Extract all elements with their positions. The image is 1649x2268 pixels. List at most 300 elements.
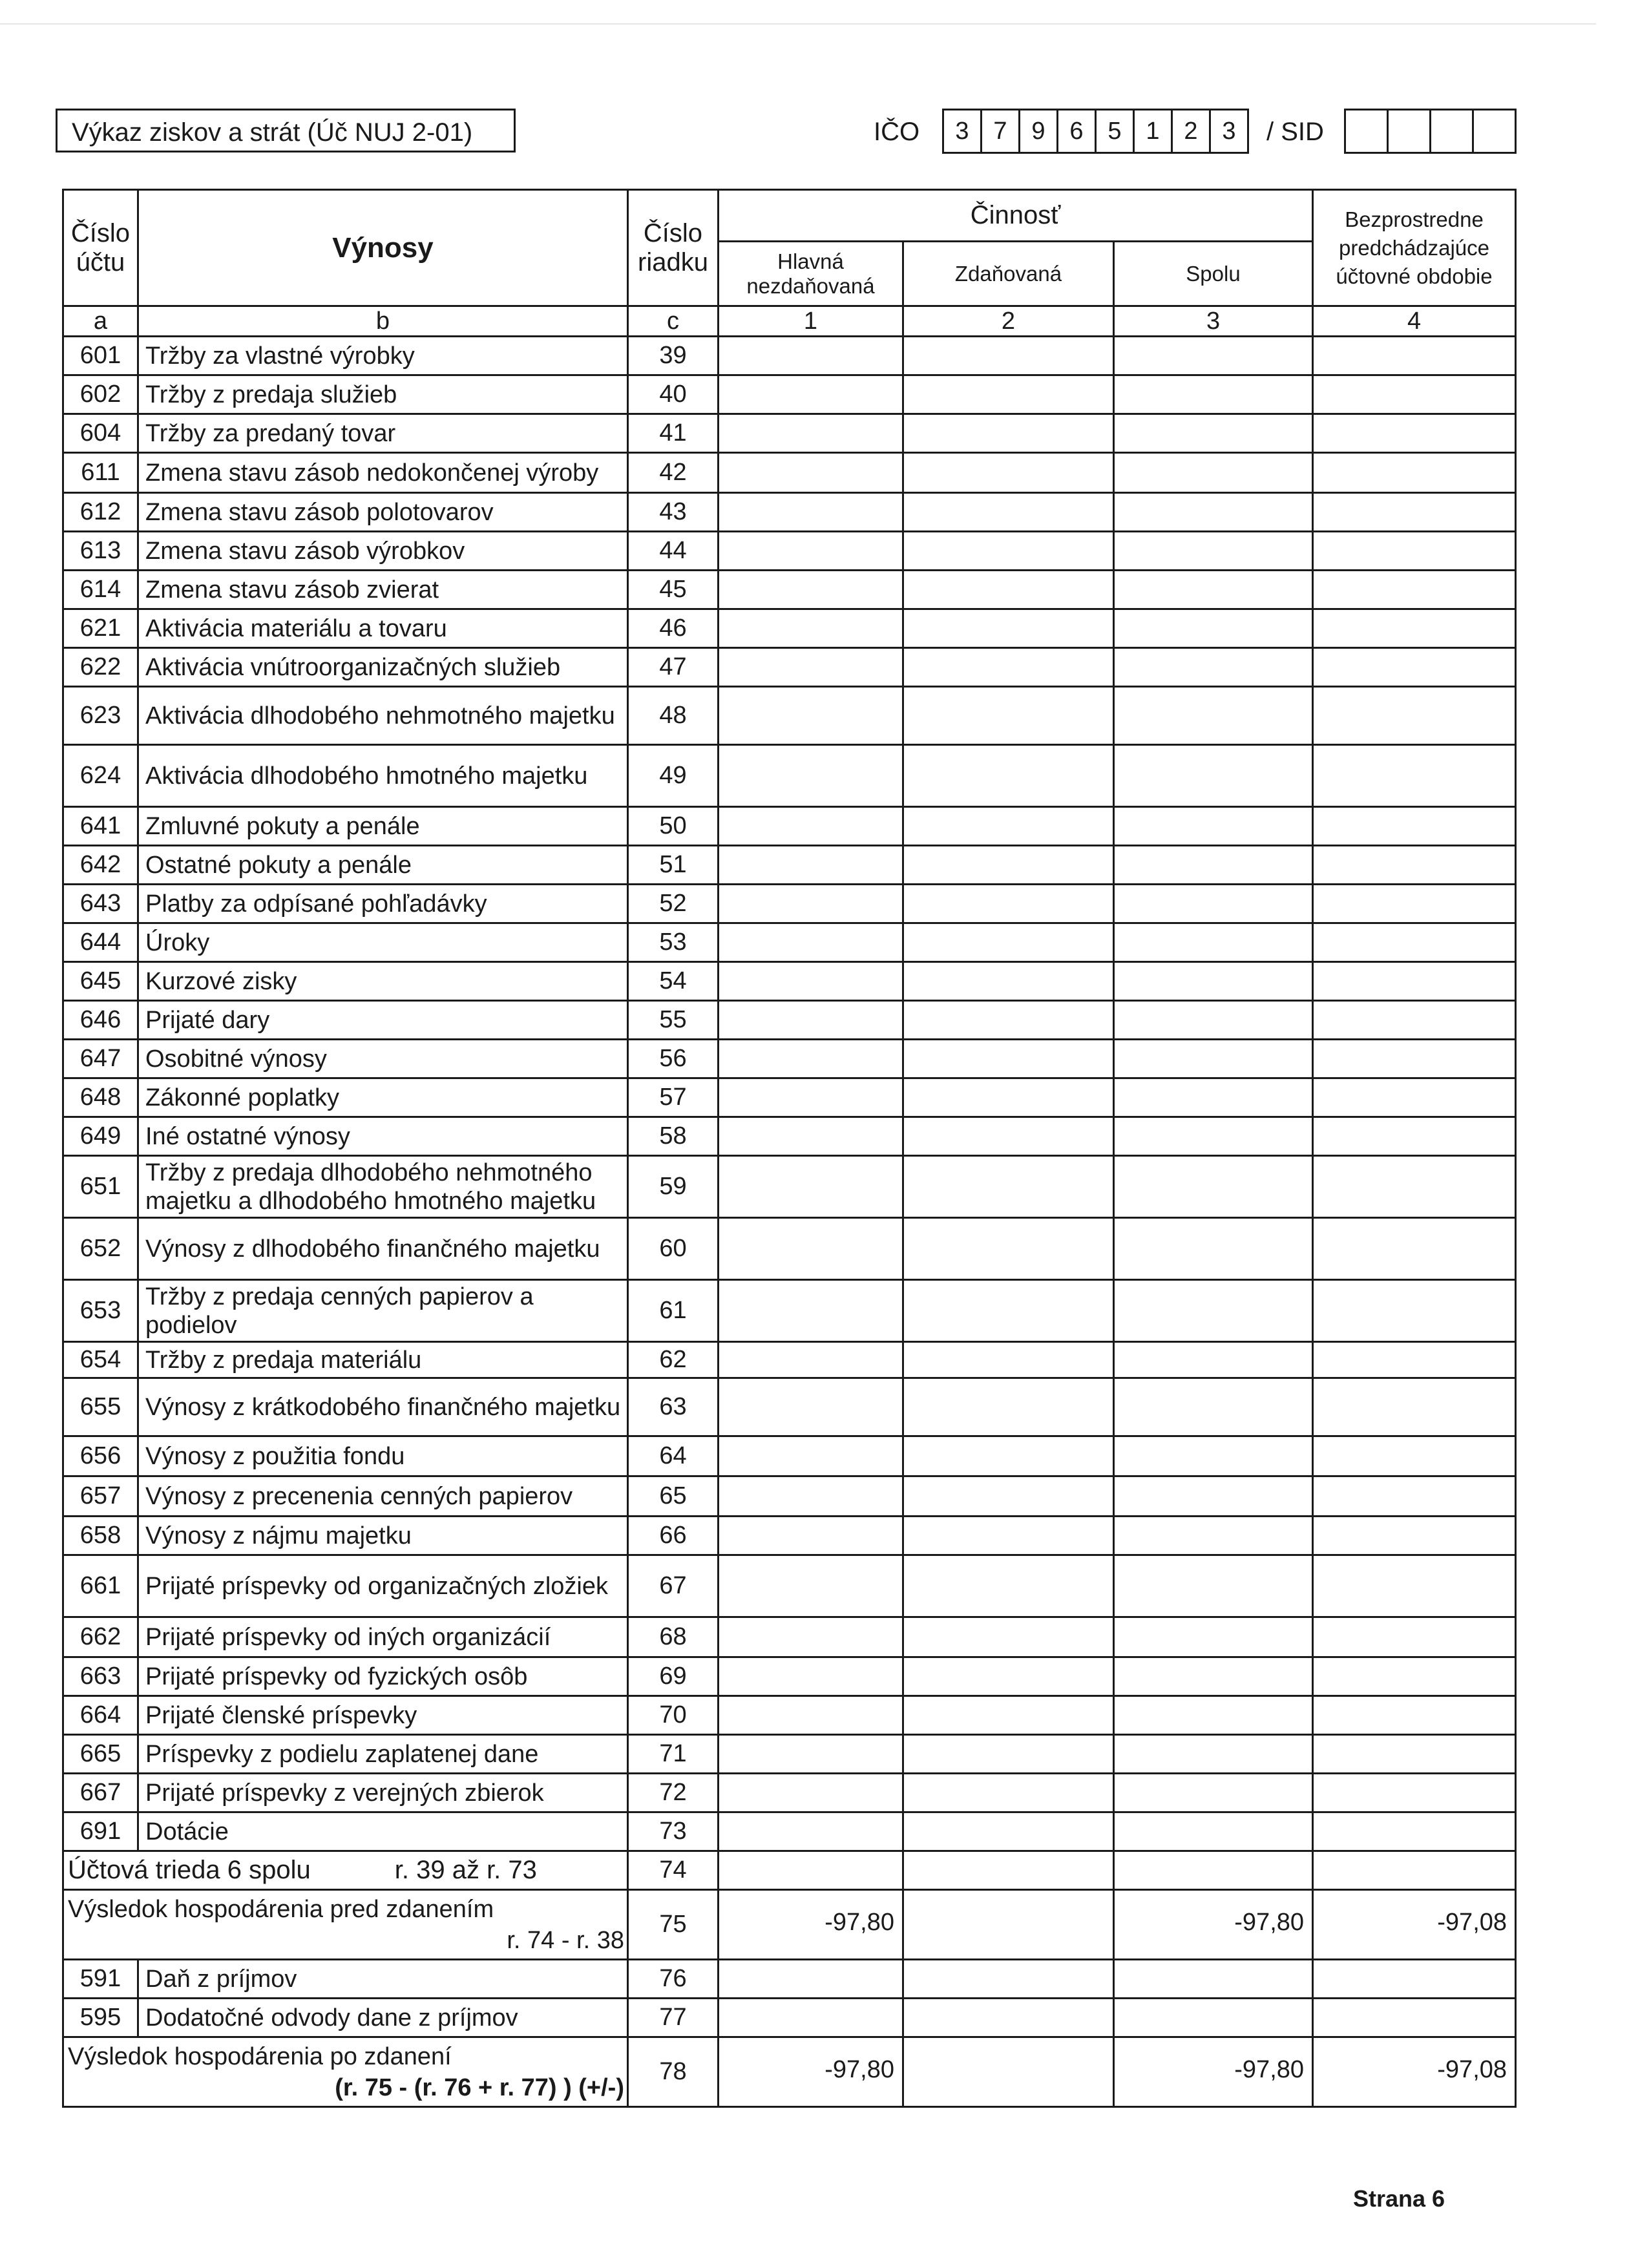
value-main[interactable]: -97,80 [719,2037,903,2107]
table-row [63,414,1516,453]
class6-label-cell [63,1851,628,1890]
value-prev[interactable] [1313,532,1516,571]
idx-cell: 1 [719,306,903,337]
value-total[interactable] [1114,1657,1313,1696]
row-number: 44 [628,532,719,571]
value-prev[interactable] [1313,885,1516,923]
sid-label: / SID [1266,118,1324,146]
account-number: 612 [63,493,138,532]
value-prev[interactable] [1313,414,1516,453]
value-main[interactable] [719,1117,903,1156]
value-main[interactable] [719,1960,903,1999]
class6-range: r. 39 až r. 73 [394,1856,537,1884]
value-main[interactable] [719,493,903,532]
value-taxed[interactable] [903,1280,1114,1342]
account-number: 645 [63,962,138,1001]
value-main[interactable] [719,1001,903,1040]
col-group-header: Činnosť [719,190,1313,242]
table-row [63,1378,1516,1436]
value-main[interactable]: -97,80 [719,1890,903,1960]
account-name: Aktivácia dlhodobého nehmotného majetku [138,687,628,745]
value-taxed[interactable] [903,846,1114,885]
account-number: 663 [63,1657,138,1696]
ico-boxes [942,109,1249,154]
value-prev[interactable] [1313,1117,1516,1156]
result-after-tax-row [63,2037,1516,2107]
value-total[interactable] [1114,337,1313,375]
account-number: 602 [63,375,138,414]
account-name: Daň z príjmov [138,1960,628,1999]
value-taxed[interactable] [903,1696,1114,1735]
value-total[interactable] [1114,493,1313,532]
account-number: 604 [63,414,138,453]
account-name: Prijaté príspevky od iných organizácií [138,1617,628,1657]
value-prev[interactable] [1313,923,1516,962]
value-prev[interactable] [1313,1555,1516,1617]
table-row [63,1117,1516,1156]
table-row [63,1555,1516,1617]
value-taxed[interactable] [903,609,1114,648]
value-taxed[interactable] [903,1812,1114,1851]
value-taxed[interactable] [903,1890,1114,1960]
value-total[interactable] [1114,885,1313,923]
account-name: Tržby z predaja cenných papierov a podielov [138,1280,628,1342]
value-prev[interactable] [1313,1999,1516,2037]
value-taxed[interactable] [903,648,1114,687]
value-total[interactable] [1114,1735,1313,1774]
value-main[interactable] [719,962,903,1001]
value-total[interactable]: -97,80 [1114,1890,1313,1960]
value-main[interactable] [719,1156,903,1218]
account-name: Výnosy z krátkodobého finančného majetku [138,1378,628,1436]
value-total[interactable] [1114,846,1313,885]
value-main[interactable] [719,923,903,962]
account-number: 622 [63,648,138,687]
value-total[interactable] [1114,1001,1313,1040]
income-table [62,189,1517,2108]
value-prev[interactable] [1313,1476,1516,1517]
account-name: Tržby za predaný tovar [138,414,628,453]
result-before-tax-row-label: Výsledok hospodárenia pred zdanením [68,1895,494,1923]
table-row [63,1001,1516,1040]
account-number: 664 [63,1696,138,1735]
account-number: 641 [63,807,138,846]
value-prev[interactable] [1313,1517,1516,1555]
value-main[interactable] [719,1218,903,1280]
value-taxed[interactable] [903,1517,1114,1555]
value-main[interactable] [719,1342,903,1378]
row-number: 64 [628,1436,719,1476]
account-number: 655 [63,1378,138,1436]
value-taxed[interactable] [903,337,1114,375]
sid-cell[interactable] [1389,110,1431,152]
value-total[interactable] [1114,1280,1313,1342]
account-number: 662 [63,1617,138,1657]
col-account-header: Číslo účtu [63,190,138,306]
idx-cell: b [138,306,628,337]
value-main[interactable] [719,414,903,453]
ico-digit[interactable]: 3 [944,110,982,152]
ico-digit[interactable]: 7 [982,110,1020,152]
value-prev[interactable] [1313,962,1516,1001]
ico-digit[interactable]: 6 [1058,110,1097,152]
value-main[interactable] [719,1851,903,1890]
value-prev[interactable] [1313,453,1516,493]
value-main[interactable] [719,1735,903,1774]
value-prev[interactable] [1313,1218,1516,1280]
value-prev[interactable] [1313,1001,1516,1040]
value-main[interactable] [719,532,903,571]
row-number: 61 [628,1280,719,1342]
account-number: 611 [63,453,138,493]
value-prev[interactable] [1313,807,1516,846]
class6-total-row [63,1851,1516,1890]
row-number: 42 [628,453,719,493]
table-row [63,337,1516,375]
index-row [63,306,1516,337]
table-row [63,1517,1516,1555]
table-row [63,1078,1516,1117]
value-total[interactable] [1114,609,1313,648]
value-prev[interactable] [1313,1696,1516,1735]
value-taxed[interactable] [903,745,1114,807]
value-total[interactable] [1114,1342,1313,1378]
value-main[interactable] [719,1774,903,1812]
class6-row-number: 74 [628,1851,719,1890]
value-total[interactable] [1114,1156,1313,1218]
value-main[interactable] [719,1999,903,2037]
value-total[interactable] [1114,1617,1313,1657]
value-main[interactable] [719,687,903,745]
value-main[interactable] [719,337,903,375]
account-number: 595 [63,1999,138,2037]
value-prev[interactable] [1313,1280,1516,1342]
account-name: Tržby z predaja služieb [138,375,628,414]
table-row [63,1040,1516,1078]
row-number: 52 [628,885,719,923]
row-number: 68 [628,1617,719,1657]
value-prev[interactable] [1313,1078,1516,1117]
table-row [63,1735,1516,1774]
idx-cell: 2 [903,306,1114,337]
account-number: 623 [63,687,138,745]
value-taxed[interactable] [903,1960,1114,1999]
account-number: 601 [63,337,138,375]
value-total[interactable] [1114,453,1313,493]
value-total[interactable] [1114,1555,1313,1617]
row-number: 57 [628,1078,719,1117]
ico-digit[interactable]: 1 [1135,110,1173,152]
row-number: 39 [628,337,719,375]
account-number: 613 [63,532,138,571]
value-taxed[interactable] [903,453,1114,493]
account-number: 661 [63,1555,138,1617]
value-total[interactable] [1114,1218,1313,1280]
value-total[interactable] [1114,1436,1313,1476]
account-name: Kurzové zisky [138,962,628,1001]
ico-digit[interactable]: 2 [1173,110,1211,152]
table-row [63,1774,1516,1812]
row-number: 58 [628,1117,719,1156]
value-prev[interactable] [1313,745,1516,807]
value-total[interactable] [1114,745,1313,807]
value-total[interactable] [1114,1696,1313,1735]
value-prev[interactable] [1313,571,1516,609]
value-taxed[interactable] [903,571,1114,609]
value-taxed[interactable] [903,1040,1114,1078]
row-number: 41 [628,414,719,453]
value-total[interactable] [1114,1117,1313,1156]
value-prev[interactable] [1313,648,1516,687]
value-taxed[interactable] [903,1999,1114,2037]
value-main[interactable] [719,1517,903,1555]
account-number: 651 [63,1156,138,1218]
value-prev[interactable]: -97,08 [1313,2037,1516,2107]
account-name: Tržby z predaja dlhodobého nehmotného majetku a dlhodobého hmotného majetku [138,1156,628,1218]
value-taxed[interactable] [903,1001,1114,1040]
account-name: Aktivácia vnútroorganizačných služieb [138,648,628,687]
value-total[interactable] [1114,1378,1313,1436]
value-main[interactable] [719,648,903,687]
value-taxed[interactable] [903,807,1114,846]
result-before-tax-row-formula: r. 74 - r. 38 [507,1926,624,1954]
value-main[interactable] [719,1812,903,1851]
value-prev[interactable] [1313,1812,1516,1851]
value-prev[interactable] [1313,1774,1516,1812]
value-total[interactable] [1114,1999,1313,2037]
value-taxed[interactable] [903,687,1114,745]
value-total[interactable] [1114,1517,1313,1555]
row-number: 49 [628,745,719,807]
col-prev-header: Bezprostredne predchádzajúce účtovné obdobie [1313,190,1516,306]
row-number: 76 [628,1960,719,1999]
value-taxed[interactable] [903,1342,1114,1378]
idx-cell: a [63,306,138,337]
account-name: Iné ostatné výnosy [138,1117,628,1156]
row-number: 71 [628,1735,719,1774]
value-total[interactable] [1114,1078,1313,1117]
account-name: Zmena stavu zásob výrobkov [138,532,628,571]
table-row [63,687,1516,745]
value-main[interactable] [719,1476,903,1517]
value-total[interactable] [1114,1774,1313,1812]
ico-digit[interactable]: 3 [1211,110,1249,152]
row-number: 54 [628,962,719,1001]
value-prev[interactable] [1313,1436,1516,1476]
account-number: 644 [63,923,138,962]
value-main[interactable] [719,375,903,414]
result-before-tax-row-row-number: 75 [628,1890,719,1960]
table-row [63,1436,1516,1476]
value-main[interactable] [719,1617,903,1657]
form-title: Výkaz ziskov a strát (Úč NUJ 2-01) [56,109,516,152]
account-name: Zmena stavu zásob polotovarov [138,493,628,532]
account-number: 658 [63,1517,138,1555]
result-after-tax-row-label-cell [63,2037,628,2107]
account-number: 653 [63,1280,138,1342]
value-taxed[interactable] [903,532,1114,571]
value-prev[interactable] [1313,1156,1516,1218]
value-main[interactable] [719,807,903,846]
col-taxed-header: Zdaňovaná [903,242,1114,306]
row-number: 40 [628,375,719,414]
value-main[interactable] [719,1040,903,1078]
value-main[interactable] [719,846,903,885]
value-taxed[interactable] [903,1735,1114,1774]
value-main[interactable] [719,885,903,923]
value-total[interactable] [1114,532,1313,571]
account-name: Prijaté dary [138,1001,628,1040]
value-prev[interactable] [1313,337,1516,375]
value-taxed[interactable] [903,2037,1114,2107]
value-taxed[interactable] [903,1378,1114,1436]
value-main[interactable] [719,571,903,609]
value-main[interactable] [719,1657,903,1696]
value-total[interactable] [1114,1851,1313,1890]
value-taxed[interactable] [903,1078,1114,1117]
value-prev[interactable] [1313,493,1516,532]
value-prev[interactable] [1313,687,1516,745]
table-row [63,1342,1516,1378]
value-total[interactable] [1114,571,1313,609]
account-name: Prijaté príspevky z verejných zbierok [138,1774,628,1812]
value-taxed[interactable] [903,885,1114,923]
value-total[interactable] [1114,1960,1313,1999]
account-number: 624 [63,745,138,807]
value-prev[interactable] [1313,1617,1516,1657]
value-main[interactable] [719,1696,903,1735]
value-total[interactable] [1114,807,1313,846]
value-taxed[interactable] [903,375,1114,414]
tax-row [63,1999,1516,2037]
table-row [63,807,1516,846]
value-taxed[interactable] [903,1774,1114,1812]
sid-cell[interactable] [1346,110,1389,152]
account-name: Prijaté členské príspevky [138,1696,628,1735]
value-main[interactable] [719,1555,903,1617]
account-number: 591 [63,1960,138,1999]
value-total[interactable] [1114,1812,1313,1851]
ico-digit[interactable]: 9 [1020,110,1058,152]
value-main[interactable] [719,1436,903,1476]
account-number: 691 [63,1812,138,1851]
ico-digit[interactable]: 5 [1097,110,1135,152]
value-taxed[interactable] [903,1476,1114,1517]
value-taxed[interactable] [903,1218,1114,1280]
account-number: 657 [63,1476,138,1517]
value-prev[interactable] [1313,1851,1516,1890]
value-total[interactable] [1114,414,1313,453]
row-number: 48 [628,687,719,745]
table-row [63,1617,1516,1657]
value-prev[interactable] [1313,1657,1516,1696]
value-total[interactable] [1114,923,1313,962]
value-prev[interactable] [1313,609,1516,648]
row-number: 46 [628,609,719,648]
value-taxed[interactable] [903,1657,1114,1696]
value-main[interactable] [719,1280,903,1342]
account-name: Osobitné výnosy [138,1040,628,1078]
value-total[interactable] [1114,687,1313,745]
row-number: 65 [628,1476,719,1517]
value-main[interactable] [719,1078,903,1117]
result-after-tax-row-label: Výsledok hospodárenia po zdanení [68,2042,452,2070]
value-main[interactable] [719,1378,903,1436]
table-row [63,1657,1516,1696]
col-main-header: Hlavná nezdaňovaná [719,242,903,306]
value-taxed[interactable] [903,962,1114,1001]
value-prev[interactable] [1313,375,1516,414]
value-total[interactable] [1114,648,1313,687]
value-taxed[interactable] [903,414,1114,453]
sid-cell[interactable] [1431,110,1474,152]
value-total[interactable] [1114,962,1313,1001]
value-main[interactable] [719,453,903,493]
account-number: 656 [63,1436,138,1476]
account-number: 654 [63,1342,138,1378]
value-total[interactable] [1114,375,1313,414]
row-number: 73 [628,1812,719,1851]
value-taxed[interactable] [903,1436,1114,1476]
value-taxed[interactable] [903,923,1114,962]
value-taxed[interactable] [903,1851,1114,1890]
row-number: 56 [628,1040,719,1078]
page-number: Strana 6 [1353,2185,1445,2212]
row-number: 59 [628,1156,719,1218]
value-taxed[interactable] [903,1156,1114,1218]
result-before-tax-row-label-cell [63,1890,628,1960]
value-prev[interactable] [1313,1378,1516,1436]
ico-label: IČO [874,118,920,146]
account-name: Aktivácia dlhodobého hmotného majetku [138,745,628,807]
table-row [63,962,1516,1001]
account-name: Výnosy z precenenia cenných papierov [138,1476,628,1517]
account-name: Prijaté príspevky od organizačných zložiek [138,1555,628,1617]
value-prev[interactable]: -97,08 [1313,1890,1516,1960]
row-number: 60 [628,1218,719,1280]
table-row [63,648,1516,687]
account-number: 652 [63,1218,138,1280]
value-taxed[interactable] [903,1555,1114,1617]
row-number: 43 [628,493,719,532]
value-main[interactable] [719,745,903,807]
value-total[interactable] [1114,1040,1313,1078]
col-name-header: Výnosy [138,190,628,306]
value-prev[interactable] [1313,1342,1516,1378]
value-taxed[interactable] [903,1617,1114,1657]
value-prev[interactable] [1313,846,1516,885]
value-taxed[interactable] [903,1117,1114,1156]
table-row [63,846,1516,885]
value-taxed[interactable] [903,493,1114,532]
account-name: Tržby za vlastné výrobky [138,337,628,375]
account-number: 647 [63,1040,138,1078]
account-number: 665 [63,1735,138,1774]
row-number: 77 [628,1999,719,2037]
sid-cell[interactable] [1474,110,1517,152]
table-row [63,1696,1516,1735]
value-total[interactable] [1114,1476,1313,1517]
account-number: 621 [63,609,138,648]
value-prev[interactable] [1313,1040,1516,1078]
value-prev[interactable] [1313,1735,1516,1774]
table-row [63,1280,1516,1342]
value-total[interactable]: -97,80 [1114,2037,1313,2107]
account-name: Tržby z predaja materiálu [138,1342,628,1378]
value-prev[interactable] [1313,1960,1516,1999]
value-main[interactable] [719,609,903,648]
result-after-tax-row-row-number: 78 [628,2037,719,2107]
